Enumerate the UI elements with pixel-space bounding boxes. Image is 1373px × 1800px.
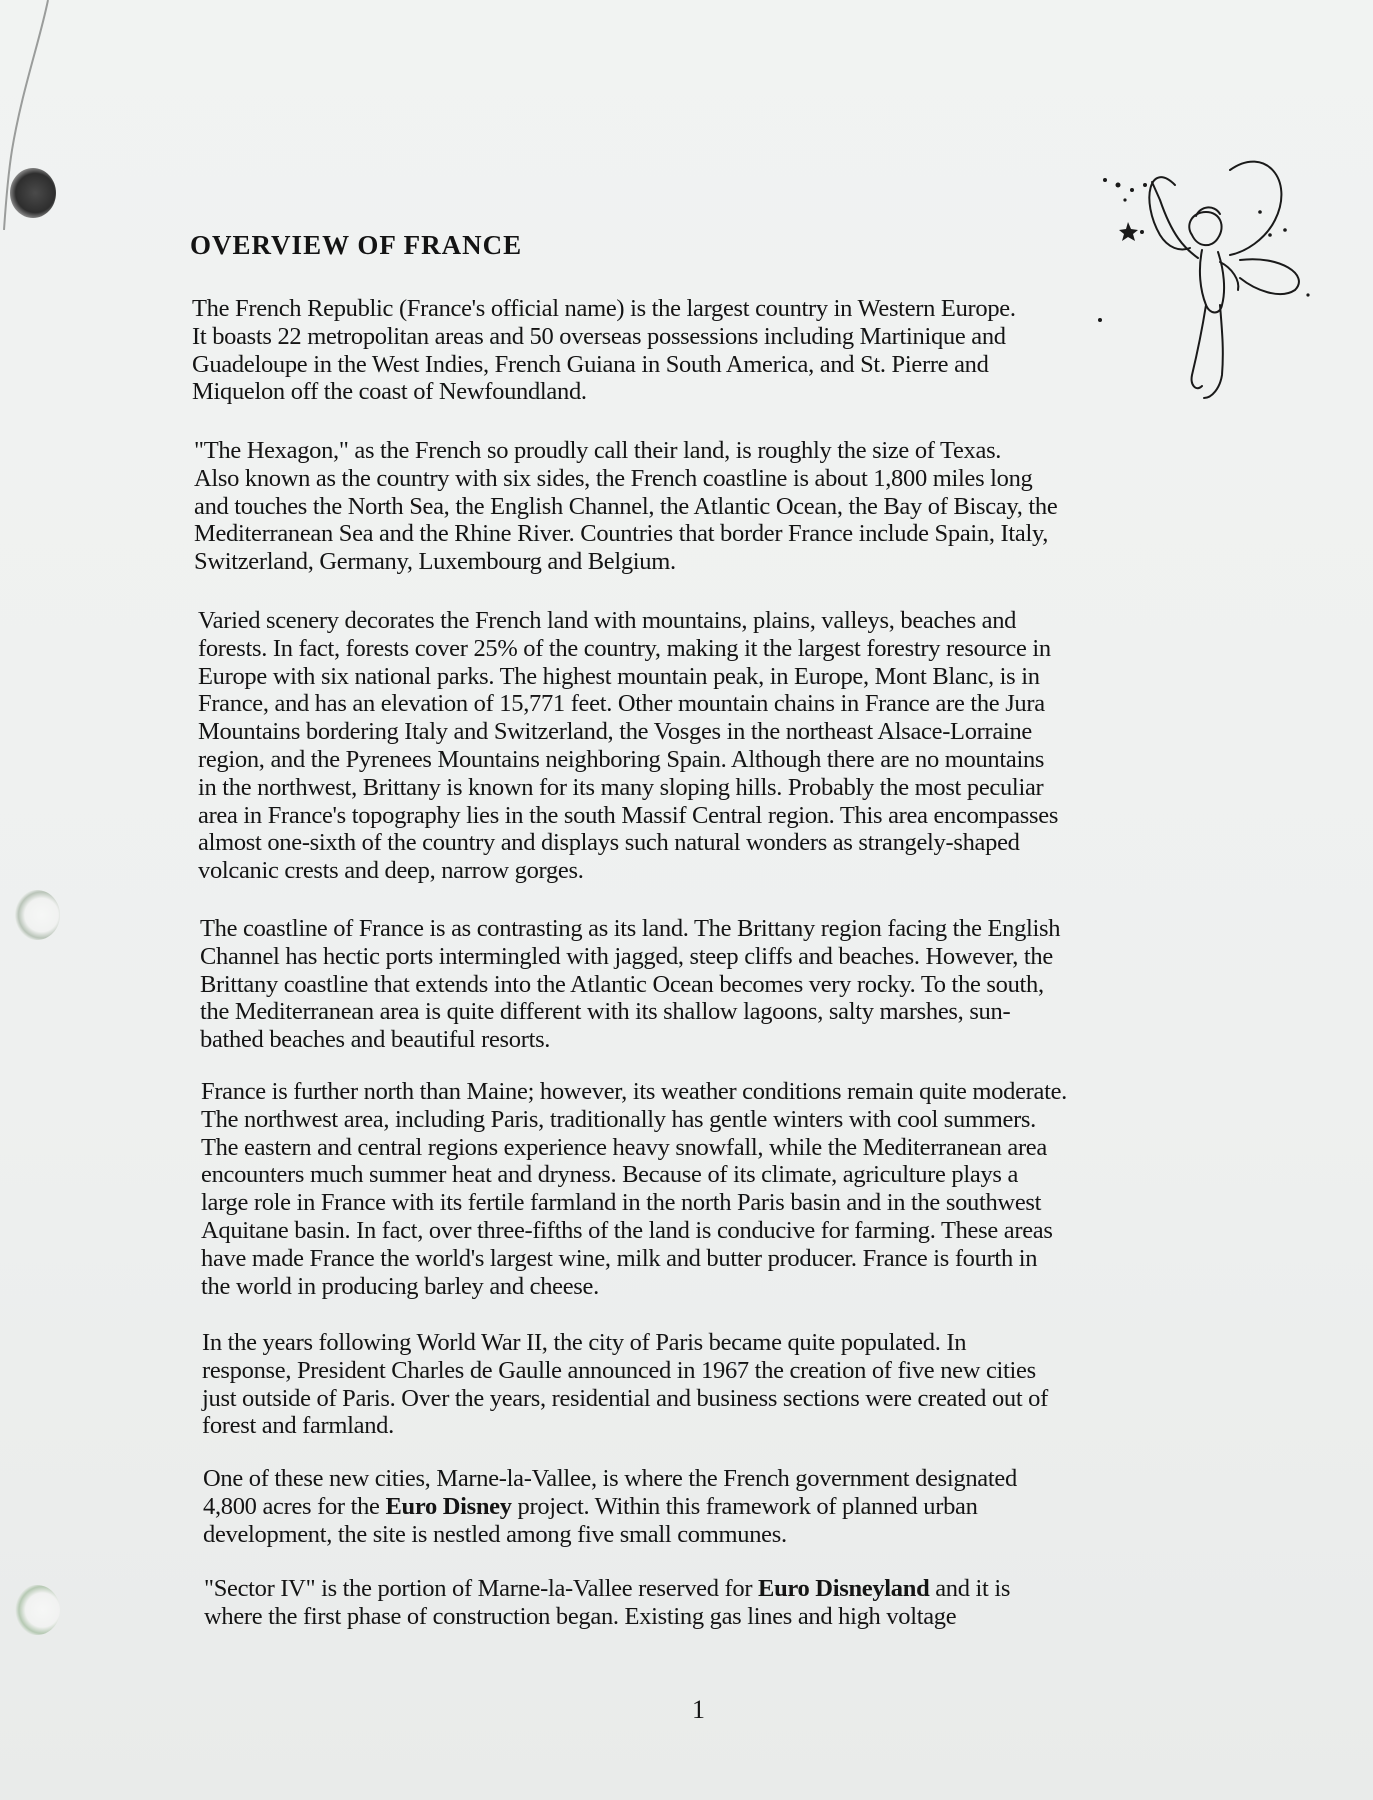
paragraph-coastline: The coastline of France is as contrasting as its land. The Brittany region facing the English Channel has hectic ports intermingled with jagged, steep cliffs and beaches. However, the Brittany coastline that extends into the Atlantic Ocean becomes very rocky. To the south, the Mediterranean area is quite different with its shallow lagoons, salty marshes, sun- bathed beaches and beautiful resorts. xyxy=(200,915,1061,1054)
paragraph-france-overview: The French Republic (France's official name) is the largest country in Western Europe. It boasts 22 metropolitan areas and 50 overseas possessions including Martinique and Guadeloupe in the West Indies, French Guiana in South America, and St. Pierre and Miquelon off the coast of Newfoundland. xyxy=(192,295,1016,406)
euro-disney-bold-text: Euro Disney xyxy=(385,1492,512,1520)
binder-hole-icon xyxy=(14,1585,60,1635)
document-title: OVERVIEW OF FRANCE xyxy=(190,230,523,260)
page-number: 1 xyxy=(692,1695,705,1724)
binder-hole-icon xyxy=(14,890,60,940)
paragraph-sector-iv xyxy=(204,1575,1204,1631)
paragraph-new-cities: In the years following World War II, the city of Paris became quite populated. In response, President Charles de Gaulle announced in 1967 the creation of five new cities just outside of Paris. Over the years, residential and business sections were created out of forest and farmland. xyxy=(202,1329,1048,1440)
paragraph-text: project. Within this framework of planned urban development, the site is nestled among five small communes. xyxy=(203,1492,978,1548)
paragraph-text: and it is where the first phase of construction began. Existing gas lines and high voltage xyxy=(204,1575,1011,1630)
paragraph-text: "Sector IV" is the portion of Marne-la-Vallee reserved for xyxy=(204,1575,759,1602)
paragraph-hexagon: "The Hexagon," as the French so proudly call their land, is roughly the size of Texas. Also known as the country with six sides, the French coastline is about 1,800 miles long and touches the North Sea, the English Channel, the Atlantic Ocean, the Bay of Biscay, the Mediterranean Sea and the Rhine River. Countries that border France include Spain, Italy, Switzerland, Germany, Luxembourg and Belgium. xyxy=(194,437,1058,576)
paragraph-marne-la-vallee xyxy=(203,1465,1203,1548)
paragraph-climate: France is further north than Maine; however, its weather conditions remain quite moderate. The northwest area, including Paris, traditionally has gentle winters with cool summers. The eastern and central regions experience heavy snowfall, while the Mediterranean area encounters much summer heat and dryness. Because of its climate, agriculture plays a large role in France with its fertile farmland in the north Paris basin and in the southwest Aquitane basin. In fact, over three-fifths of the land is conducive for farming. These areas have made France the world's largest wine, milk and butter producer. France is fourth in the world in producing barley and cheese. xyxy=(201,1078,1067,1300)
paragraph-scenery: Varied scenery decorates the French land with mountains, plains, valleys, beaches and forests. In fact, forests cover 25% of the country, making it the largest forestry resource in Europe with six national parks. The highest mountain peak, in Europe, Mont Blanc, is in France, and has an elevation of 15,771 feet. Other mountain chains in France are the Jura Mountains bordering Italy and Switzerland, the Vosges in the northeast Alsace-Lorraine region, and the Pyrenees Mountains neighboring Spain. Although there are no mountains in the northwest, Brittany is known for its many sloping hills. Probably the most peculiar area in France's topography lies in the south Massif Central region. This area encompasses almost one-sixth of the country and displays such natural wonders as strangely-shaped volcanic crests and deep, narrow gorges. xyxy=(198,607,1059,885)
paragraph-text: One of these new cities, Marne-la-Vallee, is where the French government designated 4,800 acres for the xyxy=(203,1465,1017,1520)
binder-hole-icon xyxy=(10,168,56,218)
euro-disneyland-bold-text: Euro Disneyland xyxy=(758,1575,930,1602)
